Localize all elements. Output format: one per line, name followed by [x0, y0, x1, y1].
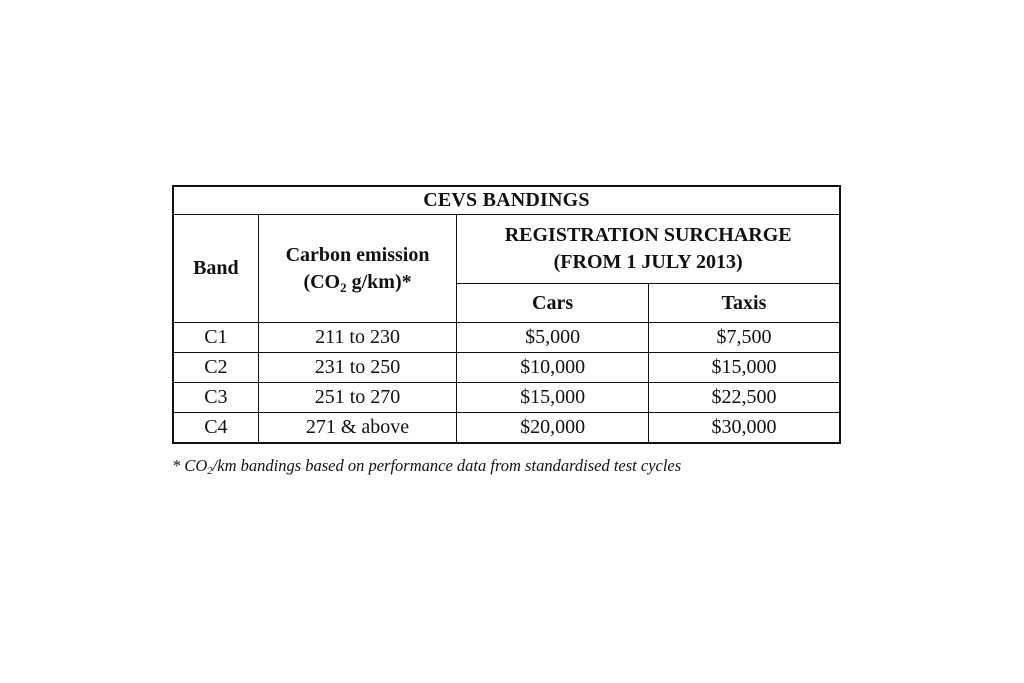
taxis-cell: $22,500	[648, 383, 840, 413]
cars-header: Cars	[457, 284, 649, 323]
table-row	[173, 353, 840, 383]
carbon-unit-prefix: (CO	[303, 270, 341, 293]
carbon-unit-suffix: g/km)*	[346, 270, 412, 293]
cevs-bandings-table-container	[172, 185, 841, 444]
surcharge-header-line2: (FROM 1 JULY 2013)	[553, 251, 743, 273]
taxis-cell: $30,000	[648, 413, 840, 444]
carbon-cell: 231 to 250	[258, 353, 457, 383]
taxis-cell: $7,500	[648, 323, 840, 353]
band-cell: C4	[173, 413, 258, 444]
header-row	[173, 215, 840, 284]
band-cell: C2	[173, 353, 258, 383]
band-header: Band	[173, 215, 258, 323]
cars-cell: $20,000	[457, 413, 649, 444]
carbon-unit-subscript: 2	[340, 279, 347, 295]
cars-cell: $10,000	[457, 353, 649, 383]
carbon-cell: 211 to 230	[258, 323, 457, 353]
table-title-row	[173, 186, 840, 215]
footnote-subscript: 2	[207, 465, 213, 478]
footnote-text: /km bandings based on performance data from standardised test cycles	[212, 456, 682, 475]
band-cell: C1	[173, 323, 258, 353]
surcharge-header-line1: REGISTRATION SURCHARGE	[504, 224, 792, 246]
taxis-header: Taxis	[648, 284, 840, 323]
carbon-emission-header	[258, 215, 457, 323]
carbon-emission-header-line2	[259, 269, 457, 296]
carbon-cell: 271 & above	[258, 413, 457, 444]
cars-cell: $5,000	[457, 323, 649, 353]
footnote-prefix: * CO	[172, 456, 208, 475]
carbon-cell: 251 to 270	[258, 383, 457, 413]
taxis-cell: $15,000	[648, 353, 840, 383]
registration-surcharge-header	[457, 215, 840, 284]
carbon-emission-header-line1: Carbon emission	[285, 243, 430, 266]
table-row	[173, 323, 840, 353]
cars-cell: $15,000	[457, 383, 649, 413]
table-row	[173, 383, 840, 413]
cevs-bandings-table	[172, 185, 841, 444]
band-cell: C3	[173, 383, 258, 413]
footnote	[172, 456, 681, 476]
table-row	[173, 413, 840, 444]
table-title: CEVS BANDINGS	[173, 186, 840, 215]
